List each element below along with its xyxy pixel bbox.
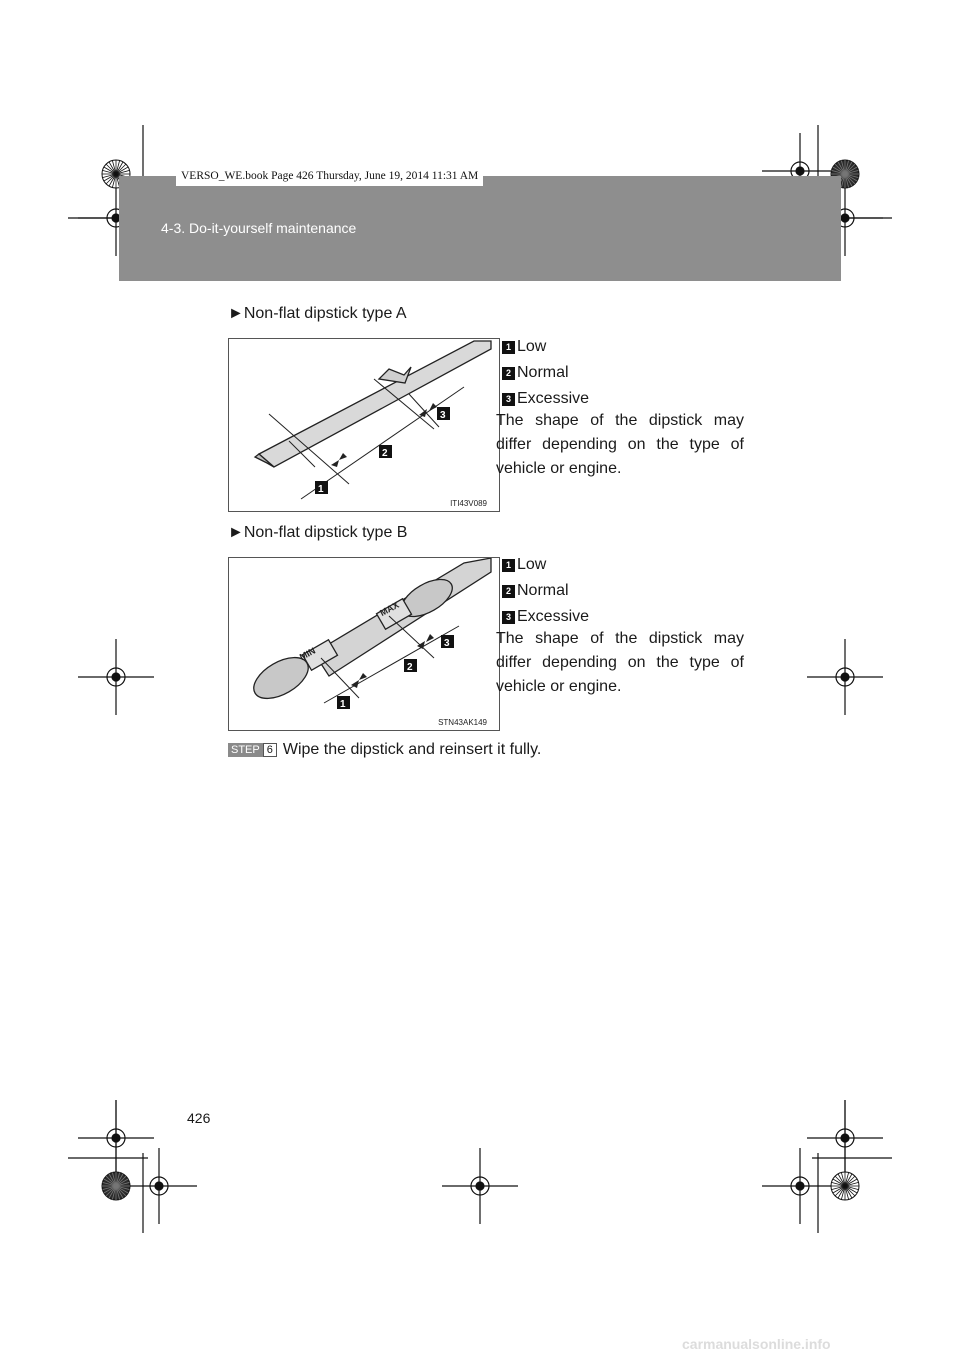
min-mark: MIN (297, 645, 318, 663)
legend-b (502, 552, 589, 630)
registration-rosette-icon (102, 1172, 130, 1200)
book-info-stamp: VERSO_WE.book Page 426 Thursday, June 19, 2014 11:31 AM (176, 167, 483, 186)
legend-item: 2 Normal (502, 578, 589, 604)
note-type-b: The shape of the dipstick may differ depending on the type of vehicle or engine. (496, 630, 744, 695)
svg-text:2: 2 (407, 662, 413, 673)
crosshair-target-icon (807, 639, 883, 715)
heading-type-b: ►Non-flat dipstick type B (228, 524, 408, 541)
note-type-a: The shape of the dipstick may differ depending on the type of vehicle or engine. (496, 412, 744, 477)
crosshair-target-icon (121, 1148, 197, 1224)
figure-type-b (228, 557, 500, 731)
svg-text:1: 1 (318, 484, 324, 495)
legend-item: 2 Normal (502, 360, 589, 386)
step-row (228, 741, 541, 759)
dipstick-b-illustration (229, 558, 499, 730)
legend-a (502, 334, 589, 412)
section-title: 4-3. Do-it-yourself maintenance (161, 220, 357, 236)
figure-code-b: STN43AK149 (438, 718, 487, 727)
svg-text:3: 3 (440, 410, 446, 421)
figure-type-a (228, 338, 500, 512)
legend-item: 1 Low (502, 552, 589, 578)
legend-item: 1 Low (502, 334, 589, 360)
crosshair-target-icon (442, 1148, 518, 1224)
svg-text:2: 2 (382, 448, 388, 459)
crosshair-target-icon (762, 1148, 838, 1224)
legend-item: 3 Excessive (502, 386, 589, 412)
heading-type-a: ►Non-flat dipstick type A (228, 305, 407, 322)
legend-item: 3 Excessive (502, 604, 589, 630)
figure-code-a: ITI43V089 (450, 499, 487, 508)
watermark: carmanualsonline.info (682, 1336, 831, 1352)
registration-rosette-icon (831, 1172, 859, 1200)
page-number: 426 (187, 1110, 211, 1126)
step-text: Wipe the dipstick and reinsert it fully. (282, 741, 542, 758)
crosshair-target-icon (78, 639, 154, 715)
step-badge: STEP 6 (228, 743, 277, 757)
svg-text:3: 3 (444, 638, 450, 649)
max-mark: MAX (378, 599, 401, 618)
svg-text:1: 1 (340, 699, 346, 710)
dipstick-a-illustration (229, 339, 499, 511)
